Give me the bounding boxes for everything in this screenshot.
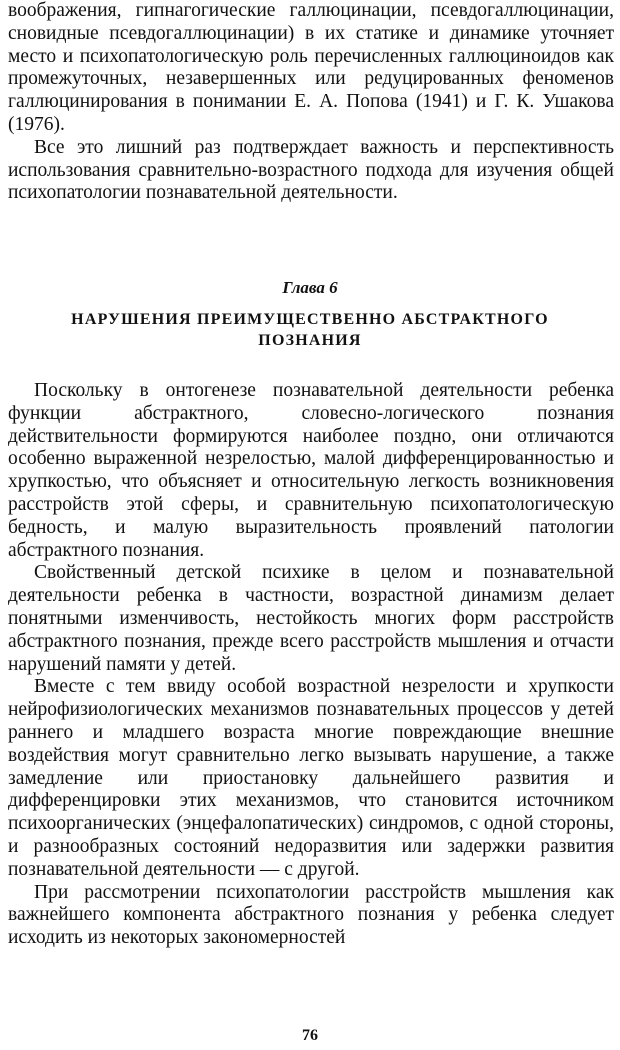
chapter-label: Глава 6 [282, 278, 338, 297]
intro-paragraph-1: воображения, гипнагогические галлюцинации, псевдогаллюцинации, сновидные псевдогаллюцинации) в их статике и динамике уточняет место и психопатологическую роль перечисленных галлюциноидов как промежуточных, незавершенных или редуцированных феноменов галлюцинирования в понимании Е. А. Попова (1941) и Г. К. Ушакова (1976). [8, 0, 614, 135]
intro-paragraph-2: Все это лишний раз подтверждает важность и перспективность использования сравнительно-возрастного подхода для изучения общей психопатологии познавательной деятельности. [8, 136, 614, 204]
body-paragraph-2: Свойственный детской психике в целом и познавательной деятельности ребенка в частности, возрастной динамизм делает понятными изменчивость, нестойкость многих форм расстройств абстрактного познания, прежде всего расстройств мышления и отчасти нарушений памяти у детей. [8, 562, 614, 675]
body-paragraph-1: Поскольку в онтогенезе познавательной деятельности ребенка функции абстрактного, словесно-логического познания действительности формируются наиболее поздно, они отличаются особенно выраженной незрелостью, малой дифференцированностью и хрупкостью, что объясняет и относительную легкость возникновения расстройств этой сферы, и сравнительную психопатологическую бедность, и малую выразительность проявлений патологии абстрактного познания. [8, 380, 614, 561]
page-number: 76 [302, 1027, 318, 1044]
chapter-title: НАРУШЕНИЯ ПРЕИМУЩЕСТВЕННО АБСТРАКТНОГО ПОЗНАНИЯ [71, 311, 549, 349]
body-paragraph-4: При рассмотрении психопатологии расстройств мышления как важнейшего компонента абстрактного познания у ребенка следует исходить из некоторых закономерностей [8, 881, 614, 949]
body-paragraph-3: Вместе с тем ввиду особой возрастной незрелости и хрупкости нейрофизиологических механизмов познавательных процессов у детей раннего и младшего возраста многие повреждающие внешние воздействия могут сравнительно легко вызывать нарушение, а также замедление или приостановку дальнейшего развития и дифференцировки этих механизмов, что становится источником психоорганических (энцефалопатических) синдромов, с одной стороны, и разнообразных состояний недоразвития или задержки развития познавательной деятельности — с другой. [8, 676, 614, 880]
chapter-body [8, 380, 614, 950]
intro-text [8, 0, 614, 205]
